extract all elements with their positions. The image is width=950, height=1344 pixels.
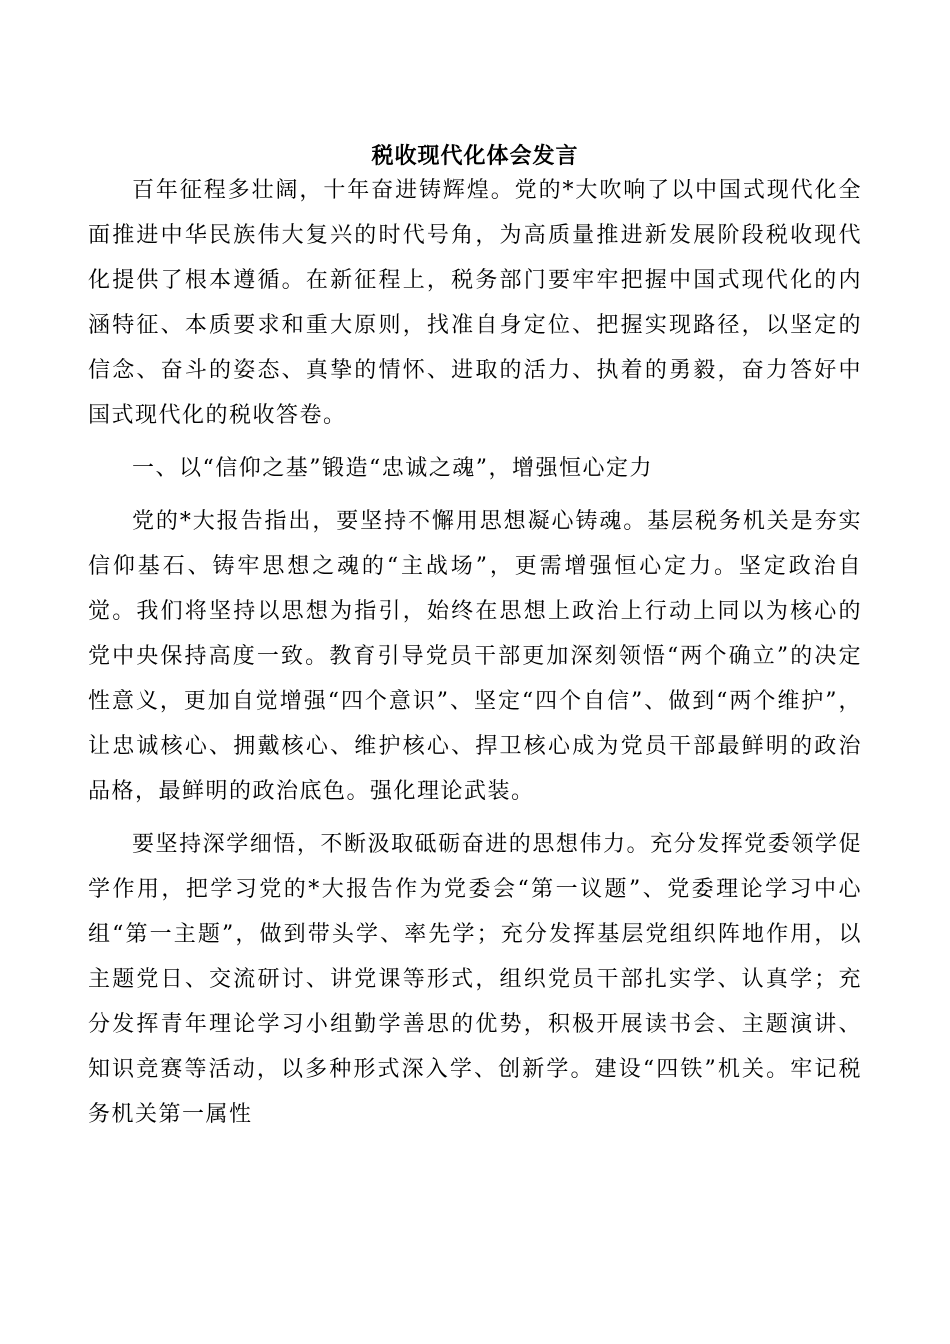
paragraph-intro: 百年征程多壮阔，十年奋进铸辉煌。党的*大吹响了以中国式现代化全面推进中华民族伟大复兴的时代号角，为高质量推进新发展阶段税收现代化提供了根本遵循。在新征程上，税务部门要牢牢把握中国式现代化的内涵特征、本质要求和重大原则，找准自身定位、把握实现路径，以坚定的信念、奋斗的姿态、真挚的情怀、进取的活力、执着的勇毅，奋力答好中国式现代化的税收答卷。 <box>88 178 862 428</box>
paragraph-section-1: 党的*大报告指出，要坚持不懈用思想凝心铸魂。基层税务机关是夯实信仰基石、铸牢思想之魂的“主战场”，更需增强恒心定力。坚定政治自觉。我们将坚持以思想为指引，始终在思想上政治上行动上同以为核心的党中央保持高度一致。教育引导党员干部更加深刻领悟“两个确立”的决定性意义，更加自觉增强“四个意识”、坚定“四个自信”、做到“两个维护”，让忠诚核心、拥戴核心、维护核心、捍卫核心成为党员干部最鲜明的政治品格，最鲜明的政治底色。强化理论武装。 <box>88 509 862 804</box>
paragraph-study: 要坚持深学细悟，不断汲取砥砺奋进的思想伟力。充分发挥党委领学促学作用，把学习党的*大报告作为党委会“第一议题”、党委理论学习中心组“第一主题”，做到带头学、率先学；充分发挥基层党组织阵地作用，以主题党日、交流研讨、讲党课等形式，组织党员干部扎实学、认真学；充分发挥青年理论学习小组勤学善思的优势，积极开展读书会、主题演讲、知识竞赛等活动，以多种形式深入学、创新学。建设“四铁”机关。牢记税务机关第一属性 <box>88 832 862 1127</box>
document-title: 税收现代化体会发言 <box>371 143 579 169</box>
document-body <box>88 168 862 1145</box>
section-heading-1: 一、以“信仰之基”锻造“忠诚之魂”，增强恒心定力 <box>132 456 653 481</box>
